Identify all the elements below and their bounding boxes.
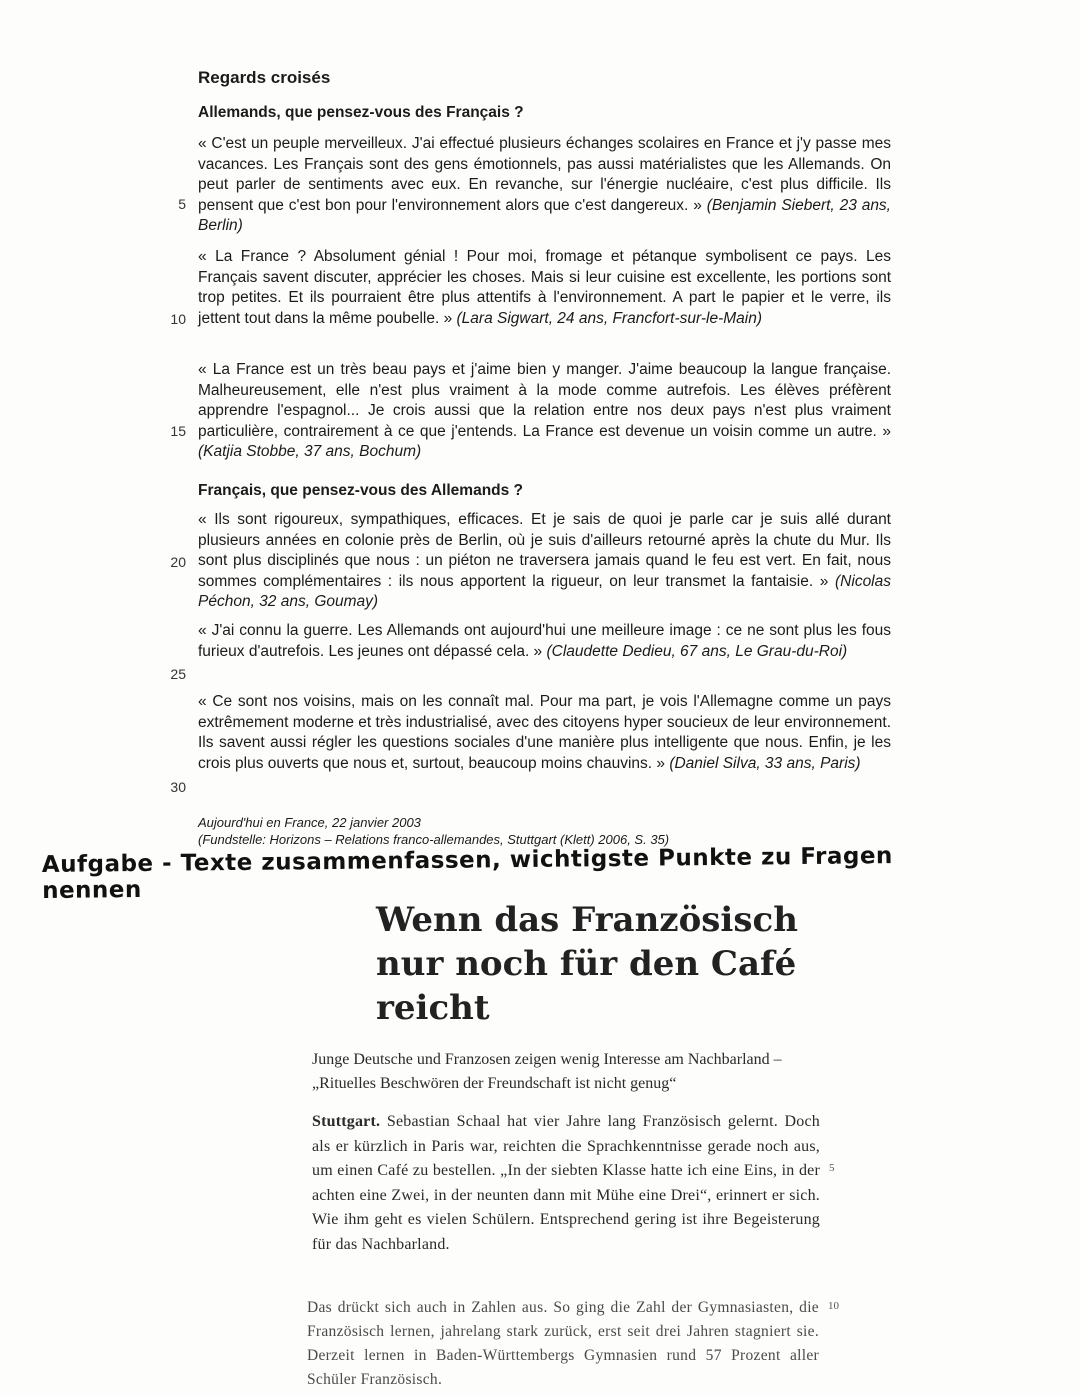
source-citation bbox=[198, 814, 669, 848]
handwritten-task-note: Aufgabe - Texte zusammenfassen, wichtigste Punkte zu Fragen nennen bbox=[41, 843, 894, 904]
line-number: 25 bbox=[170, 666, 186, 682]
article-headline bbox=[376, 898, 806, 1030]
article-paragraph bbox=[312, 1110, 820, 1257]
quote-author: (Daniel Silva, 33 ans, Paris) bbox=[669, 754, 861, 772]
quote-text: « C'est un peuple merveilleux. J'ai effectué plusieurs échanges scolaires en France et j'y passe mes vacances. Les Français sont des gens émotionnels, pas aussi matérialistes que les Allemands. On peut parler de sentiments avec eux. En revanche, sur l'énergie nucléaire, c'est plus difficile. Ils pensent que c'est bon pour l'environnement alors que c'est dangereux. » bbox=[198, 135, 891, 214]
line-number: 5 bbox=[829, 1162, 835, 1174]
quote-text: « La France ? Absolument génial ! Pour moi, fromage et pétanque symbolisent ce pays. Les Français savent discuter, apprécier les choses. Mais si leur cuisine est excellente, les portions sont trop petites. Et ils pourraient être plus attentifs à l'environnement. A part le papier et le verre, ils jettent tout dans la même poubelle. » bbox=[198, 248, 891, 327]
quote-author: (Benjamin Siebert, 23 ans, Berlin) bbox=[198, 196, 891, 234]
source-line: Aujourd'hui en France, 22 janvier 2003 bbox=[198, 815, 421, 830]
quote-block bbox=[198, 510, 891, 613]
quote-author: (Nicolas Péchon, 32 ans, Goumay) bbox=[198, 572, 891, 610]
document-title: Regards croisés bbox=[198, 68, 331, 87]
quote-author: (Katjia Stobbe, 37 ans, Bochum) bbox=[198, 443, 422, 460]
line-number: 5 bbox=[178, 196, 186, 212]
quote-block bbox=[198, 134, 891, 237]
source-line: (Fundstelle: Horizons – Relations franco-allemandes, Stuttgart (Klett) 2006, S. 35) bbox=[198, 832, 670, 847]
quote-block bbox=[198, 247, 891, 329]
section-heading-germans: Allemands, que pensez-vous des Français ? bbox=[198, 104, 524, 121]
paragraph-text: Sebastian Schaal hat vier Jahre lang Französisch gelernt. Doch als er kürzlich in Paris war, reichten die Sprachkenntnisse gerade noch aus, um einen Café zu bestellen. „In der siebten Klasse hatte ich eine Eins, in der achten eine Zwei, in der neunten dann mit Mühe eine Drei“, erinnert er sich. Wie ihm geht es vielen Schülern. Entsprechend gering ist ihre Begeisterung für das Nachbarland. bbox=[312, 1113, 821, 1253]
line-number: 10 bbox=[170, 311, 186, 327]
line-number: 20 bbox=[170, 554, 186, 570]
line-number: 10 bbox=[828, 1300, 839, 1312]
article-paragraph: Das drückt sich auch in Zahlen aus. So ging die Zahl der Gymnasiasten, die Französisch lernen, jahrelang stark zurück, erst seit drei Jahren stagniert sie. Derzeit lernen in Baden-Württembergs Gymnasien rund 57 Prozent aller Schüler Französisch. bbox=[307, 1299, 819, 1388]
quote-author: (Lara Sigwart, 24 ans, Francfort-sur-le-Main) bbox=[456, 309, 763, 327]
quote-block bbox=[198, 621, 891, 662]
quote-text: « La France est un très beau pays et j'aime bien y manger. J'aime beaucoup la langue française. Malheureusement, elle n'est plus vraiment à la mode comme autrefois. Les élèves préfèrent apprendre l'espagnol... Je crois aussi que la relation entre nos deux pays n'est plus vraiment particulière, contrairement à ce que j'entends. La France est devenue un voisin comme un autre. » bbox=[198, 361, 891, 440]
section-heading-french: Français, que pensez-vous des Allemands ? bbox=[198, 482, 524, 499]
quote-text: « Ce sont nos voisins, mais on les connaît mal. Pour ma part, je vois l'Allemagne comme un pays extrêmement moderne et très industrialisé, avec des citoyens hyper soucieux de leur environnement. Ils savent aussi régler les questions sociales d'une manière plus intelligente que nous. Enfin, je les crois plus ouverts que nous et, surtout, beaucoup moins chauvins. » bbox=[198, 693, 891, 772]
headline-line: reicht bbox=[376, 988, 490, 1028]
headline-line: nur noch für den Café bbox=[376, 944, 797, 984]
headline-line: Wenn das Französisch bbox=[376, 900, 798, 940]
line-number: 15 bbox=[170, 423, 186, 439]
quote-author: (Claudette Dedieu, 67 ans, Le Grau-du-Roi) bbox=[546, 642, 848, 660]
quote-block bbox=[198, 692, 891, 774]
article-dateline: Stuttgart. bbox=[312, 1113, 381, 1130]
quote-block bbox=[198, 360, 891, 463]
line-number: 30 bbox=[170, 779, 186, 795]
article-subheadline: Junge Deutsche und Franzosen zeigen wenig Interesse am Nachbarland – „Rituelles Beschwören der Freundschaft ist nicht genug“ bbox=[312, 1051, 782, 1092]
quote-text: « Ils sont rigoureux, sympathiques, efficaces. Et je sais de quoi je parle car je suis allé durant plusieurs années en colonie près de Berlin, où je suis d'ailleurs retourné après la chute du Mur. Ils sont plus disciplinés que nous : un piéton ne traversera jamais quand le feu est vert. En fait, nous sommes complémentaires : ils nous apportent la rigueur, on leur transmet la fantaisie. » bbox=[198, 511, 891, 590]
quote-text: « J'ai connu la guerre. Les Allemands ont aujourd'hui une meilleure image : ce ne sont plus les fous furieux d'autrefois. Les jeunes ont dépassé cela. » bbox=[198, 622, 891, 660]
